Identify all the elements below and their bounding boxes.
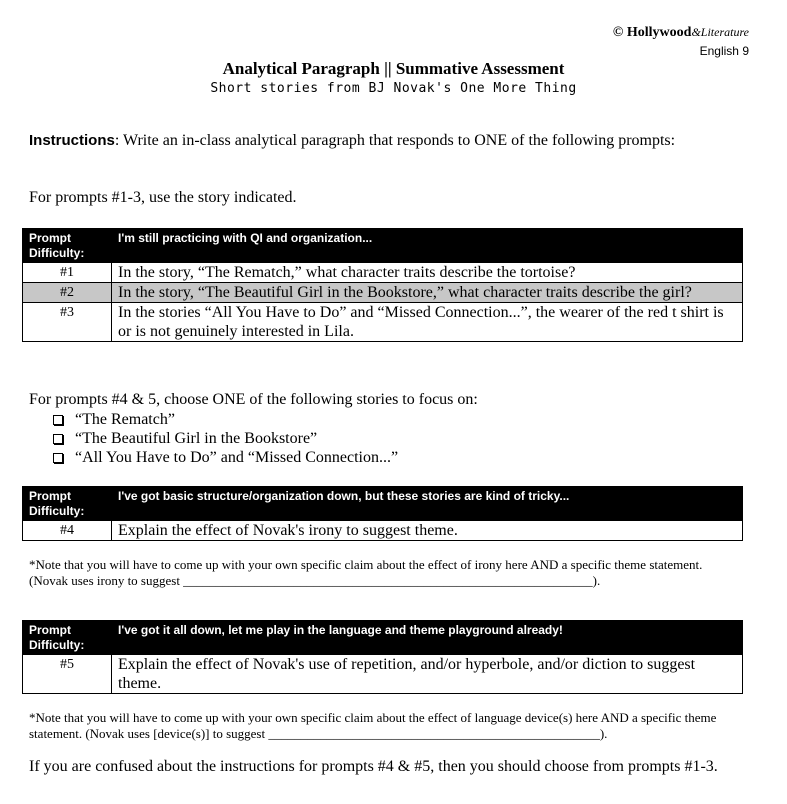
checkbox-icon xyxy=(53,434,63,444)
prompt-number: #5 xyxy=(23,655,112,694)
difficulty-label: Prompt Difficulty: xyxy=(23,229,112,263)
brand-logo xyxy=(613,25,749,41)
section2-intro: For prompts #4 & 5, choose ONE of the following stories to focus on: xyxy=(29,391,478,408)
note-language: *Note that you will have to come up with your own specific claim about the effect of language device(s) here AND a specific theme statement. (Novak uses [device(s)] to suggest ___________________________________________________). xyxy=(29,710,717,741)
difficulty-text: I've got it all down, let me play in the language and theme playground already! xyxy=(112,621,743,655)
difficulty-text: I've got basic structure/organization down, but these stories are kind of tricky... xyxy=(112,487,743,521)
story-name: “The Beautiful Girl in the Bookstore” xyxy=(75,430,318,447)
prompt-text: In the story, “The Beautiful Girl in the Bookstore,” what character traits describe the girl? xyxy=(112,283,743,303)
checkbox-icon xyxy=(53,453,63,463)
table-row xyxy=(23,655,743,694)
instructions-label: Instructions xyxy=(29,132,115,149)
list-item xyxy=(53,410,398,429)
page-title: Analytical Paragraph || Summative Assessment xyxy=(222,59,565,78)
table-header-row xyxy=(23,487,743,521)
table-row xyxy=(23,521,743,541)
page-subtitle: Short stories from BJ Novak's One More Thing xyxy=(210,81,577,96)
prompt-number: #2 xyxy=(23,283,112,303)
table-row xyxy=(23,283,743,303)
table-row xyxy=(23,263,743,283)
prompt-table-3 xyxy=(22,620,743,694)
note-irony: *Note that you will have to come up with your own specific claim about the effect of irony here AND a specific theme statement. (Novak uses irony to suggest _______________________________________________________________). xyxy=(29,557,703,588)
difficulty-label: Prompt Difficulty: xyxy=(23,487,112,521)
prompt-number: #4 xyxy=(23,521,112,541)
course-label: English 9 xyxy=(699,44,749,58)
checkbox-icon xyxy=(53,415,63,425)
instructions-text: : Write an in-class analytical paragraph that responds to ONE of the following prompts: xyxy=(114,132,676,149)
section1-intro: For prompts #1-3, use the story indicated. xyxy=(29,189,297,206)
prompt-text: Explain the effect of Novak's use of repetition, and/or hyperbole, and/or diction to suggest theme. xyxy=(112,655,743,694)
brand-name: © Hollywood xyxy=(612,25,692,40)
list-item xyxy=(53,448,398,467)
prompt-number: #1 xyxy=(23,263,112,283)
story-list xyxy=(53,410,398,467)
difficulty-label: Prompt Difficulty: xyxy=(23,621,112,655)
difficulty-text: I'm still practicing with QI and organization... xyxy=(112,229,743,263)
table-header-row xyxy=(23,621,743,655)
table-header-row xyxy=(23,229,743,263)
brand-suffix: &Literature xyxy=(691,25,749,39)
prompt-number: #3 xyxy=(23,303,112,342)
prompt-text: In the stories “All You Have to Do” and “Missed Connection...”, the wearer of the red t shirt is or is not genuinely interested in Lila. xyxy=(112,303,743,342)
closing-text: If you are confused about the instructions for prompts #4 & #5, then you should choose from prompts #1-3. xyxy=(29,758,718,775)
prompt-text: Explain the effect of Novak's irony to suggest theme. xyxy=(112,521,743,541)
instructions xyxy=(29,132,675,150)
list-item xyxy=(53,429,398,448)
table-row xyxy=(23,303,743,342)
story-name: “The Rematch” xyxy=(75,411,175,428)
prompt-table-2 xyxy=(22,486,743,541)
story-name: “All You Have to Do” and “Missed Connection...” xyxy=(75,449,399,466)
prompt-text: In the story, “The Rematch,” what character traits describe the tortoise? xyxy=(112,263,743,283)
prompt-table-1 xyxy=(22,228,743,342)
